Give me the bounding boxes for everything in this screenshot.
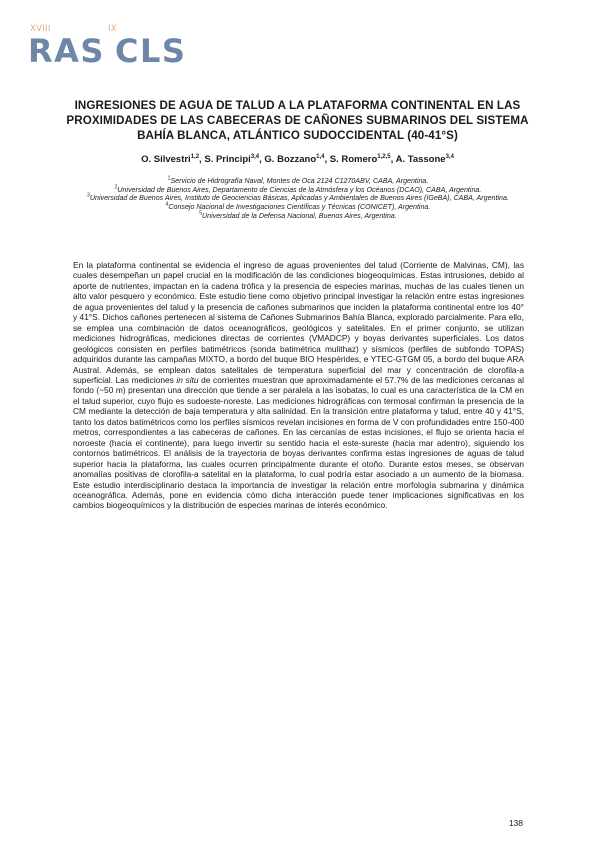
author-affiliation-marker: 3,4 xyxy=(250,153,260,160)
abstract-body xyxy=(73,260,524,511)
author-list: O. Silvestri$^{1,2}$, S. Principi$^{3,4}$, G. Bozzano$^{1,4}$, S. Romero$^{1,2,5}$, A. Tassone$^{3,4}$ xyxy=(141,153,454,165)
affiliation-number: 5 xyxy=(199,210,203,217)
logo-wordmark xyxy=(28,33,186,69)
author-name: S. Principi xyxy=(204,154,251,165)
affiliation-list xyxy=(74,177,522,221)
affiliation-item xyxy=(74,177,522,186)
author-name: A. Tassone xyxy=(395,154,446,165)
affiliation-item xyxy=(74,212,522,221)
author-affiliation-marker: 1,2 xyxy=(190,153,200,160)
affiliation-text: Universidad de la Defensa Nacional, Buenos Aires, Argentina. xyxy=(202,211,397,220)
logo-word-cls: CLS xyxy=(114,32,187,70)
author-affiliation-marker: 1,4 xyxy=(316,153,325,160)
abstract-text-part2: de corrientes muestran que aproximadamente el 57.7% de las mediciones cercanas al fondo (~50 m) presentan una dirección que tiende a ser paralela a las isobatas, lo cual es una característica de la CM en el talud superior, cuyo flujo es sudoeste-noreste. Las mediciones hidrográficas con termosal confirman la presencia de la CM mediante la detección de baja temperatura y alta salinidad. En la transición entre plataforma y talud, entre 40 y 41°S, tanto los datos batimétricos como los perfiles sísmicos revelan incisiones en forma de V con profundidades entre 150-400 metros, correspondientes a las cabeceras de cañones. En las cercanías de estas incisiones, el flujo se orienta hacia el noroeste (hacia el continente), para luego invertir su sentido hacia el este-sureste (hacia mar adentro), siguiendo los contornos batimétricos. El análisis de la trayectoria de boyas derivantes confirma estas ingresiones de aguas de talud superior hacia la plataforma, las cuales ocurren principalmente durante el otoño. Durante estos meses, se observan anomalías positivas de clorofila-a satelital en la plataforma, lo cual podría estar asociado a un aumento de la biomasa. Este estudio interdisciplinario destaca la importancia de investigar la relación entre morfología submarina y dinámica oceanográfica. Además, pone en evidencia cómo dicha interacción puede tener implicaciones significativas en los cambios biogeoquímicos y la distribución de especies marinas de interés económico. xyxy=(73,374,525,511)
affiliation-text: Consejo Nacional de Investigaciones Científicas y Técnicas (CONICET), Argentina. xyxy=(168,203,431,212)
affiliation-number: 2 xyxy=(114,184,118,191)
affiliation-text: Universidad de Buenos Aires, Instituto de Geociencias Básicas, Aplicadas y Ambientales de Buenos Aires (IGeBA), CABA, Argentina. xyxy=(89,194,509,203)
author-name: S. Romero xyxy=(329,154,378,165)
affiliation-text: Servicio de Hidrografía Naval, Montes de Oca 2124 C1270ABV, CABA, Argentina. xyxy=(170,177,429,185)
affiliation-number: 1 xyxy=(167,175,171,182)
affiliation-item xyxy=(74,194,522,203)
author-name: O. Silvestri xyxy=(141,154,191,165)
page-number: 138 xyxy=(508,818,523,828)
abstract-text-part1: En la plataforma continental se evidencia el ingreso de aguas provenientes del talud (Corriente de Malvinas, CM), las cuales desempeñan un papel crucial en la modificación de las condiciones biogeoquímicas. Estas intrusiones, debido al aporte de nutrientes, impactan en la cadena trófica y la presencia de especies marinas, muchas de las cuales tienen un alto valor pesquero y económico. Este estudio tiene como objetivo principal investigar la relación entre estas ingresiones de agua provenientes del talud y la presencia de cañones submarinos que inciden la plataforma continental entre los 40° y 41°S. Dichos cañones pertenecen al sistema de Cañones Submarinos Bahía Blanca, explorado parcialmente. Para ello, se emplea una combinación de datos oceanográficos, geológicos y satelitales. En el primer conjunto, se utilizan mediciones hidrográficas, mediciones directas de corrientes (VMADCP) y boyas derivantes superficiales. Los datos geológicos consisten en perfiles batimétricos (sonda batimétrica mulithaz) y sísmicos (perfiles de subfondo TOPAS) adquiridos durante las campañas MIXTO, a bordo del buque BIO Hespérides, e YTEC-GTGM 05, a bordo del buque ARA Austral. Además, se emplean datos satelitales de temperatura superficial del mar y concentración de clorofila-a superficial. Las mediciones xyxy=(73,260,524,385)
affiliation-text: Universidad de Buenos Aires, Departamento de Ciencias de la Atmósfera y los Océanos (DCAO), CABA, Argentina. xyxy=(117,185,482,194)
author-name: G. Bozzano xyxy=(264,154,317,165)
logo-roman-left: XVIII xyxy=(30,24,51,34)
logo-roman-right: IX xyxy=(108,24,117,34)
author-affiliation-marker: 1,2,5 xyxy=(377,153,391,160)
logo-word-ras: RAS xyxy=(28,32,105,70)
affiliation-number: 4 xyxy=(165,201,169,208)
affiliation-number: 3 xyxy=(87,193,90,200)
paper-title: INGRESIONES DE AGUA DE TALUD A LA PLATAFORMA CONTINENTAL EN LAS PROXIMIDADES DE LAS CABECERAS DE CAÑONES SUBMARINOS DEL SISTEMA BAHÍA BLANCA, ATLÁNTICO SUDOCCIDENTAL (40-41°S) xyxy=(66,99,529,142)
author-affiliation-marker: 3,4 xyxy=(445,153,454,160)
abstract-italic-term: in situ xyxy=(176,374,199,385)
affiliation-item xyxy=(74,203,522,212)
conference-logo xyxy=(28,24,187,76)
